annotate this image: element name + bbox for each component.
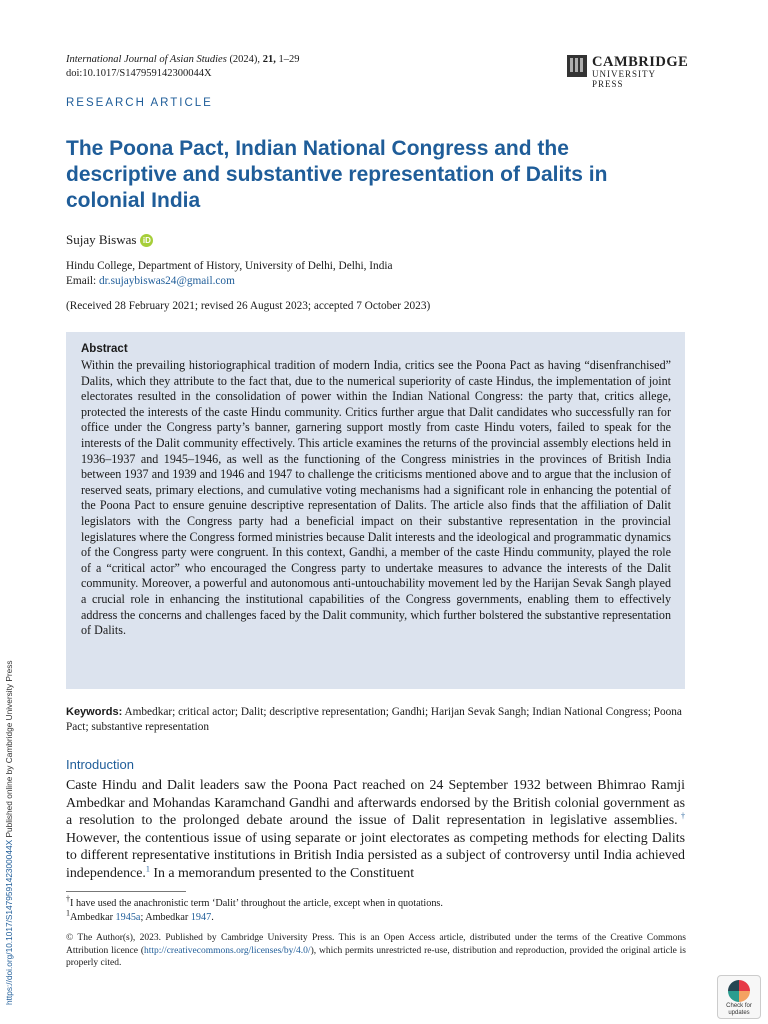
doi: doi:10.1017/S147959142300044X	[66, 68, 212, 79]
affiliation: Hindu College, Department of History, University of Delhi, Delhi, India	[66, 260, 393, 272]
citation-link[interactable]: 1945a	[115, 912, 141, 923]
copyright-notice	[66, 932, 686, 970]
sidebar-text: Published online by Cambridge University Press	[4, 660, 14, 840]
published-online-sidebar	[4, 660, 14, 1005]
affiliation-block	[66, 259, 393, 289]
email-line	[66, 274, 393, 289]
cambridge-shield-icon	[567, 55, 587, 77]
publisher-sub: UNIVERSITY PRESS	[592, 69, 656, 89]
keywords	[66, 705, 686, 735]
email-link[interactable]: dr.sujaybiswas24@gmail.com	[98, 275, 235, 287]
intro-part3: In a memorandum presented to the Constituent	[149, 865, 415, 881]
footnote-dagger	[66, 894, 443, 910]
author	[66, 232, 153, 248]
publisher-logo	[567, 54, 689, 89]
copyright-text: ), which permits unrestricted re-use, distribution and reproduction, provided the original article is properly cited.	[66, 945, 686, 968]
license-link[interactable]: http://creativecommons.org/licenses/by/4.0/	[144, 945, 311, 956]
footnote-1	[66, 908, 214, 924]
publisher-name: CAMBRIDGE	[592, 54, 689, 70]
email-label: Email:	[66, 275, 97, 287]
journal-pages: 1–29	[278, 54, 300, 65]
footnote-ref-1[interactable]: 1	[145, 864, 150, 874]
copyright-text: © The Author(s), 2023. Published by Cambridge University Press. This is an Open Access article, distributed under the terms of the Creative Commons Attribution licence (	[66, 933, 686, 956]
footnote-text: I have used the anachronistic term ‘Dalit’ throughout the article, except when in quotations.	[70, 898, 443, 909]
footnote-text: Ambedkar	[70, 912, 116, 923]
keywords-label: Keywords:	[66, 706, 123, 718]
article-title: The Poona Pact, Indian National Congress and the descriptive and substantive representation of Dalits in colonial India	[66, 137, 608, 212]
footnote-mark: †	[66, 894, 70, 904]
badge-line2: updates	[728, 1010, 750, 1016]
received-dates: (Received 28 February 2021; revised 26 August 2023; accepted 7 October 2023)	[66, 300, 431, 312]
section-heading: Introduction	[66, 757, 134, 772]
footnote-ref-dagger[interactable]: †	[677, 811, 686, 821]
doi-link[interactable]: https://doi.org/10.1017/S147959142300044X	[4, 839, 14, 1005]
crossmark-icon	[728, 980, 750, 1002]
check-for-updates-button[interactable]	[717, 975, 761, 1019]
journal-volume: 21,	[262, 54, 276, 65]
abstract-heading: Abstract	[81, 343, 128, 355]
journal-year: (2024),	[229, 54, 261, 65]
footnote-mark: 1	[66, 908, 70, 918]
journal-citation	[66, 53, 299, 81]
author-name: Sujay Biswas	[66, 232, 137, 247]
orcid-icon[interactable]: iD	[140, 234, 153, 247]
abstract-text: Within the prevailing historiographical tradition of modern India, critics see the Poona Pact as having “disenfranchised” Dalits, which they attribute to the fact that, due to the numerical superiority of caste Hindus, the implementation of joint electorates resulted in the consolidation of power within the Indian National Congress: the party that, critics allege, protected the interests of the caste Hindu community. Critics further argue that Dalit candidates who successfully ran for office under the Congress party’s banner, garnering support mostly from caste Hindu voters, failed to speak for the interests of the Dalit community effectively. This article examines the returns of the provincial assembly elections held in 1936–1937 and 1945–1946, as well as the functioning of the Congress ministries in the provinces of British India between 1937 and 1939 and 1946 and 1947 to challenge the criticisms mentioned above and to argue that the inclusion of reserved seats, primary elections, and cumulative voting mechanisms had a significant role in enhancing the potential of the Poona Pact to ensure genuine descriptive representation of Dalits. The article also finds that the affiliation of Dalit legislators with the Congress party had a beneficial impact on their substantive representation in the provincial legislatures where the Congress formed ministries because Dalit interests and the ideological and programmatic dynamics of the Congress party were congruent. In this context, Gandhi, a member of the caste Hindu community, played the role of a “critical actor” who encouraged the Congress party to undertake measures to advance the interests of the Dalit community. Moreover, a powerful and autonomous anti-untouchability movement led by the Harijan Sevak Sangh played a crucial role in enhancing the institutional capabilities of the Congress governments, enabling them to effectively address the concerns and challenges faced by the Dalit community, which further bolstered the substantive representation of Dalits.	[81, 358, 671, 638]
badge-line1: Check for	[726, 1003, 752, 1009]
keywords-text: Ambedkar; critical actor; Dalit; descriptive representation; Gandhi; Harijan Sevak Sangh; Indian National Congress; Poona Pact; substantive representation	[66, 706, 682, 733]
intro-part1: Caste Hindu and Dalit leaders saw the Poona Pact reached on 24 September 1932 between Bhimrao Ramji Ambedkar and Mohandas Karamchand Gandhi and afterwards endorsed by the British colonial government as a resolution to the prolonged debate around the issue of Dalit representation in legislative assemblies.	[66, 778, 685, 829]
journal-name: International Journal of Asian Studies	[66, 54, 227, 65]
citation-link[interactable]: 1947	[190, 912, 212, 923]
article-type: RESEARCH ARTICLE	[66, 97, 213, 109]
footnote-text: .	[211, 912, 214, 923]
footnote-text: ; Ambedkar	[140, 912, 191, 923]
intro-part2: However, the contentious issue of using separate or joint electorates as competing methods for electing Dalits to different representative institutions in British India persisted as a subject of controversy until India achieved independence.	[66, 830, 685, 881]
intro-paragraph	[66, 777, 685, 883]
footnote-divider	[66, 891, 186, 892]
